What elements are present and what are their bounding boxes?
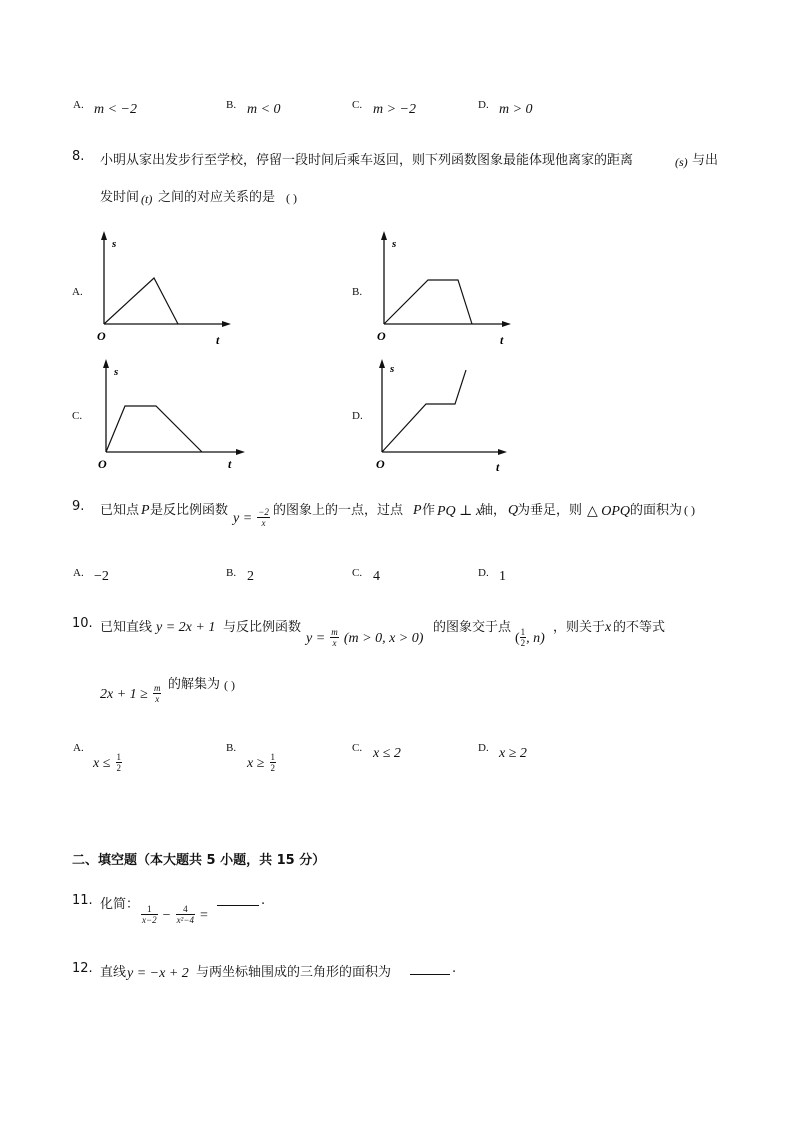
q10-option-b-text bbox=[247, 752, 276, 773]
q10-text-6: 的解集为 bbox=[168, 677, 221, 692]
q9-option-d-text: 1 bbox=[499, 569, 506, 584]
q9-text-7: 的面积为 bbox=[630, 503, 683, 518]
q7-option-c-label: C. bbox=[352, 99, 363, 111]
q8-graph-b bbox=[370, 228, 520, 348]
q8-graph-c-t-label: t bbox=[228, 457, 232, 471]
q8-graph-b-t-label: t bbox=[500, 333, 504, 347]
q10-point bbox=[515, 627, 545, 648]
q8-graph-a-t-label: t bbox=[216, 333, 220, 347]
q10-option-a-fraction bbox=[116, 752, 123, 773]
q8-var-t: (t) bbox=[141, 192, 153, 206]
q10-option-a-numerator: 1 bbox=[116, 752, 121, 762]
q11-text-1: 化简： bbox=[100, 897, 140, 912]
q10-option-a-label: A. bbox=[73, 742, 84, 754]
q10-text-2: 与反比例函数 bbox=[223, 620, 302, 635]
q10-inequality-lhs: 2x + 1 ≥ bbox=[100, 687, 148, 702]
q9-option-d-label: D. bbox=[478, 567, 489, 579]
q10-text-3: 的图象交于点 bbox=[433, 620, 512, 635]
q10-inequality-fraction bbox=[153, 683, 162, 704]
q10-option-a-denominator: 2 bbox=[116, 763, 121, 773]
q10-text-1: 已知直线 bbox=[100, 620, 153, 635]
q8-graph-a bbox=[90, 228, 240, 348]
q7-option-a-label: A. bbox=[73, 99, 84, 111]
q9-var-p2: P bbox=[413, 503, 422, 518]
q9-text-1: 已知点 bbox=[100, 503, 140, 518]
q8-graph-d-s-label: s bbox=[390, 363, 395, 375]
q8-graph-c-origin: O bbox=[98, 457, 107, 471]
q8-line2-tail: 之间的对应关系的是 bbox=[158, 190, 276, 205]
q9-text-5: 轴， bbox=[480, 503, 507, 518]
q10-text-5: 的不等式 bbox=[613, 620, 666, 635]
q8-graph-d bbox=[370, 356, 520, 478]
q11-fraction-1-denominator: x−2 bbox=[142, 915, 157, 925]
q10-option-b-label: B. bbox=[226, 742, 237, 754]
q10-point-numerator: 1 bbox=[520, 627, 526, 637]
q8-graph-b-label: B. bbox=[352, 286, 363, 298]
q10-inequality bbox=[100, 683, 161, 704]
section-2-title: 二、填空题（本大题共 5 小题，共 15 分） bbox=[72, 853, 326, 868]
q11-number: 11. bbox=[72, 893, 93, 908]
q10-option-b-numerator: 1 bbox=[270, 752, 275, 762]
q11-expression bbox=[141, 904, 208, 925]
q10-option-a-lhs: x ≤ bbox=[93, 756, 111, 771]
q11-minus: − bbox=[162, 908, 171, 923]
q9-option-c-label: C. bbox=[352, 567, 363, 579]
q10-option-d-text: x ≥ 2 bbox=[499, 746, 527, 761]
q10-option-b-lhs: x ≥ bbox=[247, 756, 265, 771]
q8-graph-d-origin: O bbox=[376, 457, 385, 471]
q8-graph-a-s-label: s bbox=[112, 238, 117, 250]
q8-var-s: (s) bbox=[675, 155, 688, 169]
q10-option-c-label: C. bbox=[352, 742, 363, 754]
q10-option-a-text bbox=[93, 752, 122, 773]
q11-equals: = bbox=[200, 908, 208, 923]
q11-fraction-1-numerator: 1 bbox=[141, 904, 158, 915]
q9-option-c-text: 4 bbox=[373, 569, 380, 584]
q9-text-6: 为垂足，则 bbox=[517, 503, 583, 518]
q10-function-fraction bbox=[330, 627, 339, 648]
q9-pq-perp: PQ ⊥ x bbox=[437, 504, 483, 519]
q8-graph-a-origin: O bbox=[97, 329, 106, 343]
q8-line1: 小明从家出发步行至学校，停留一段时间后乘车返回，则下列函数图象最能体现他离家的距离 bbox=[100, 153, 634, 168]
q10-function-numerator: m bbox=[331, 627, 338, 637]
q8-graph-c-label: C. bbox=[72, 410, 83, 422]
q12-answer-blank[interactable] bbox=[410, 973, 450, 975]
q9-function-lhs: y = bbox=[233, 511, 253, 526]
q7-option-d-label: D. bbox=[478, 99, 489, 111]
q11-fraction-2-numerator: 4 bbox=[176, 904, 195, 915]
q11-fraction-2-denominator: x²−4 bbox=[176, 915, 194, 925]
q9-text-3: 的图象上的一点，过点 bbox=[273, 503, 404, 518]
q9-option-a-label: A. bbox=[73, 567, 84, 579]
q10-line-equation: y = 2x + 1 bbox=[156, 620, 216, 635]
q10-number: 10. bbox=[72, 616, 93, 631]
q11-fraction-2 bbox=[176, 904, 195, 925]
q10-function-condition: (m > 0, x > 0) bbox=[343, 631, 424, 646]
q10-function-lhs: y = bbox=[306, 631, 326, 646]
q12-number: 12. bbox=[72, 961, 93, 976]
q10-function bbox=[306, 627, 423, 648]
q8-graph-d-t-label: t bbox=[496, 460, 500, 474]
q10-point-tail: , n) bbox=[526, 631, 545, 646]
q10-var-x: x bbox=[605, 620, 612, 635]
q7-option-b-label: B. bbox=[226, 99, 237, 111]
q12-line-equation: y = −x + 2 bbox=[127, 966, 189, 981]
q9-var-p: P bbox=[141, 503, 150, 518]
q8-line2-head: 发时间 bbox=[100, 190, 140, 205]
q7-option-d-text: m > 0 bbox=[499, 102, 533, 117]
q9-function-denominator: x bbox=[261, 518, 266, 528]
q7-option-b-text: m < 0 bbox=[247, 102, 281, 117]
q9-option-b-label: B. bbox=[226, 567, 237, 579]
q12-tail: . bbox=[452, 961, 457, 976]
q7-option-a-text: m < −2 bbox=[94, 102, 138, 117]
q9-triangle: △ OPQ bbox=[587, 504, 631, 519]
q8-graph-b-s-label: s bbox=[392, 238, 397, 250]
q11-answer-blank[interactable] bbox=[217, 904, 259, 906]
q10-inequality-numerator: m bbox=[153, 683, 161, 693]
q12-text-1: 直线 bbox=[100, 965, 127, 980]
q10-option-b-fraction bbox=[270, 752, 277, 773]
q9-option-b-text: 2 bbox=[247, 569, 254, 584]
q8-number: 8. bbox=[72, 149, 85, 164]
q8-line1-tail: 与出 bbox=[692, 153, 719, 168]
q8-graph-c bbox=[90, 356, 250, 476]
q10-point-open: ( bbox=[515, 631, 520, 646]
q9-function bbox=[233, 507, 270, 528]
q10-text-4: ，则关于 bbox=[553, 620, 606, 635]
q10-inequality-denominator: x bbox=[155, 694, 160, 704]
q8-graph-c-s-label: s bbox=[114, 366, 119, 378]
q10-point-denominator: 2 bbox=[520, 638, 526, 648]
q9-text-2: 是反比例函数 bbox=[150, 503, 229, 518]
q11-fraction-1 bbox=[141, 904, 158, 925]
q10-option-c-text: x ≤ 2 bbox=[373, 746, 401, 761]
q9-function-fraction bbox=[257, 507, 270, 528]
q8-graph-d-label: D. bbox=[352, 410, 363, 422]
q8-graph-a-label: A. bbox=[72, 286, 83, 298]
q7-option-c-text: m > −2 bbox=[373, 102, 417, 117]
q10-function-denominator: x bbox=[332, 638, 337, 648]
q12-text-2: 与两坐标轴围成的三角形的面积为 bbox=[196, 965, 392, 980]
q10-option-b-denominator: 2 bbox=[270, 763, 275, 773]
q10-option-d-label: D. bbox=[478, 742, 489, 754]
q9-answer-bracket: ( ) bbox=[684, 503, 695, 517]
q9-function-numerator: −2 bbox=[258, 507, 269, 517]
q9-option-a-text: −2 bbox=[94, 569, 109, 584]
q11-tail: . bbox=[261, 893, 266, 908]
q8-graph-b-origin: O bbox=[377, 329, 386, 343]
q10-answer-bracket: ( ) bbox=[224, 678, 235, 692]
q8-answer-bracket: ( ) bbox=[286, 191, 297, 205]
q9-var-q: Q bbox=[508, 503, 519, 518]
q9-number: 9. bbox=[72, 499, 85, 514]
q9-text-4: 作 bbox=[422, 503, 436, 518]
